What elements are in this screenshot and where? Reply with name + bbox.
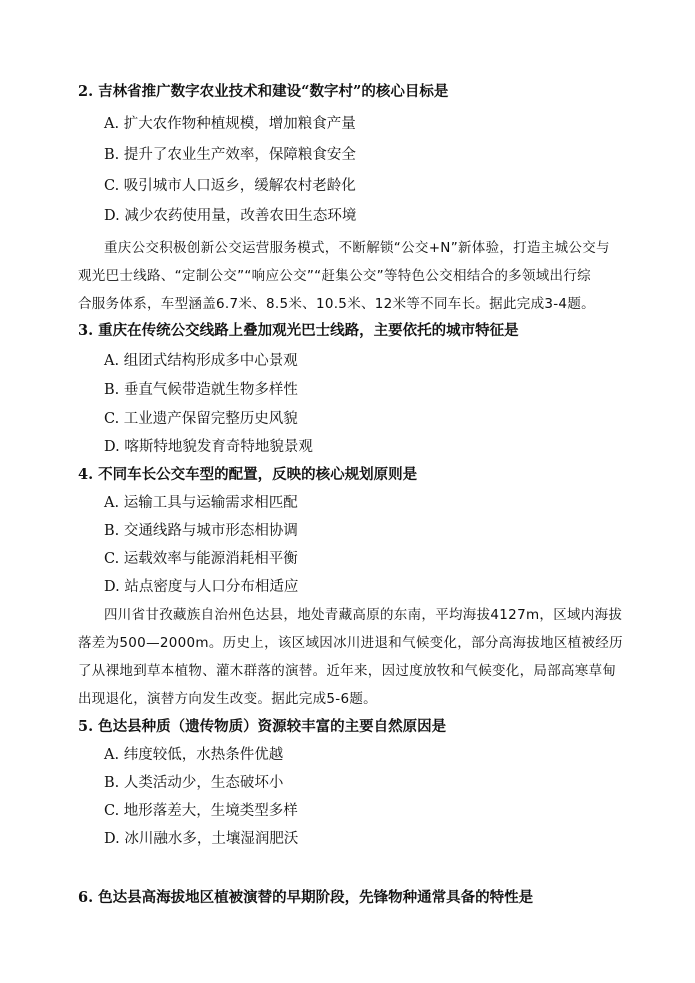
passage-2-line-2: 落差为500—2000m。历史上，该区域因冰川进退和气候变化，部分高海拔地区植被经历 — [78, 635, 623, 651]
question-2-stem: 2. 吉林省推广数字农业技术和建设“数字村”的核心目标是 — [78, 83, 449, 100]
passage-1-line-2: 观光巴士线路、“定制公交”“响应公交”“赶集公交”等特色公交相结合的多领域出行综 — [78, 268, 591, 284]
passage-2-line-3: 了从裸地到草本植物、灌木群落的演替。近年来，因过度放牧和气候变化，局部高寒草甸 — [78, 663, 617, 679]
question-4-stem: 4. 不同车长公交车型的配置，反映的核心规划原则是 — [78, 466, 418, 483]
question-2-option-c: C. 吸引城市人口返乡，缓解农村老龄化 — [104, 178, 356, 194]
question-4-option-a: A. 运输工具与运输需求相匹配 — [104, 495, 298, 511]
question-2-option-d: D. 减少农药使用量，改善农田生态环境 — [104, 208, 357, 224]
question-5-option-c: C. 地形落差大，生境类型多样 — [104, 803, 298, 819]
question-2-option-b: B. 提升了农业生产效率，保障粮食安全 — [104, 147, 356, 163]
question-2-option-a: A. 扩大农作物种植规模，增加粮食产量 — [104, 116, 356, 132]
question-5-option-b: B. 人类活动少，生态破坏小 — [104, 775, 284, 791]
question-4-option-d: D. 站点密度与人口分布相适应 — [104, 579, 299, 595]
question-3-option-a: A. 组团式结构形成多中心景观 — [104, 353, 298, 369]
passage-2-line-4: 出现退化，演替方向发生改变。据此完成5-6题。 — [78, 691, 377, 707]
question-6-stem: 6. 色达县高海拔地区植被演替的早期阶段，先锋物种通常具备的特性是 — [78, 889, 534, 906]
question-3-stem: 3. 重庆在传统公交线路上叠加观光巴士线路，主要依托的城市特征是 — [78, 322, 519, 339]
passage-1-line-1: 重庆公交积极创新公交运营服务模式，不断解锁“公交+N”新体验，打造主城公交与 — [104, 240, 610, 256]
question-4-option-c: C. 运载效率与能源消耗相平衡 — [104, 551, 298, 567]
passage-1-line-3: 合服务体系，车型涵盖6.7米、8.5米、10.5米、12米等不同车长。据此完成3-4题。 — [78, 296, 595, 312]
question-4-option-b: B. 交通线路与城市形态相协调 — [104, 523, 298, 539]
question-5-stem: 5. 色达县种质（遗传物质）资源较丰富的主要自然原因是 — [78, 718, 447, 735]
passage-2-line-1: 四川省甘孜藏族自治州色达县，地处青藏高原的东南，平均海拔4127m，区域内海拔 — [104, 607, 623, 623]
question-5-option-a: A. 纬度较低，水热条件优越 — [104, 747, 284, 763]
question-3-option-b: B. 垂直气候带造就生物多样性 — [104, 382, 298, 398]
question-3-option-c: C. 工业遗产保留完整历史风貌 — [104, 411, 298, 427]
question-3-option-d: D. 喀斯特地貌发育奇特地貌景观 — [104, 439, 313, 455]
question-5-option-d: D. 冰川融水多，土壤湿润肥沃 — [104, 831, 299, 847]
